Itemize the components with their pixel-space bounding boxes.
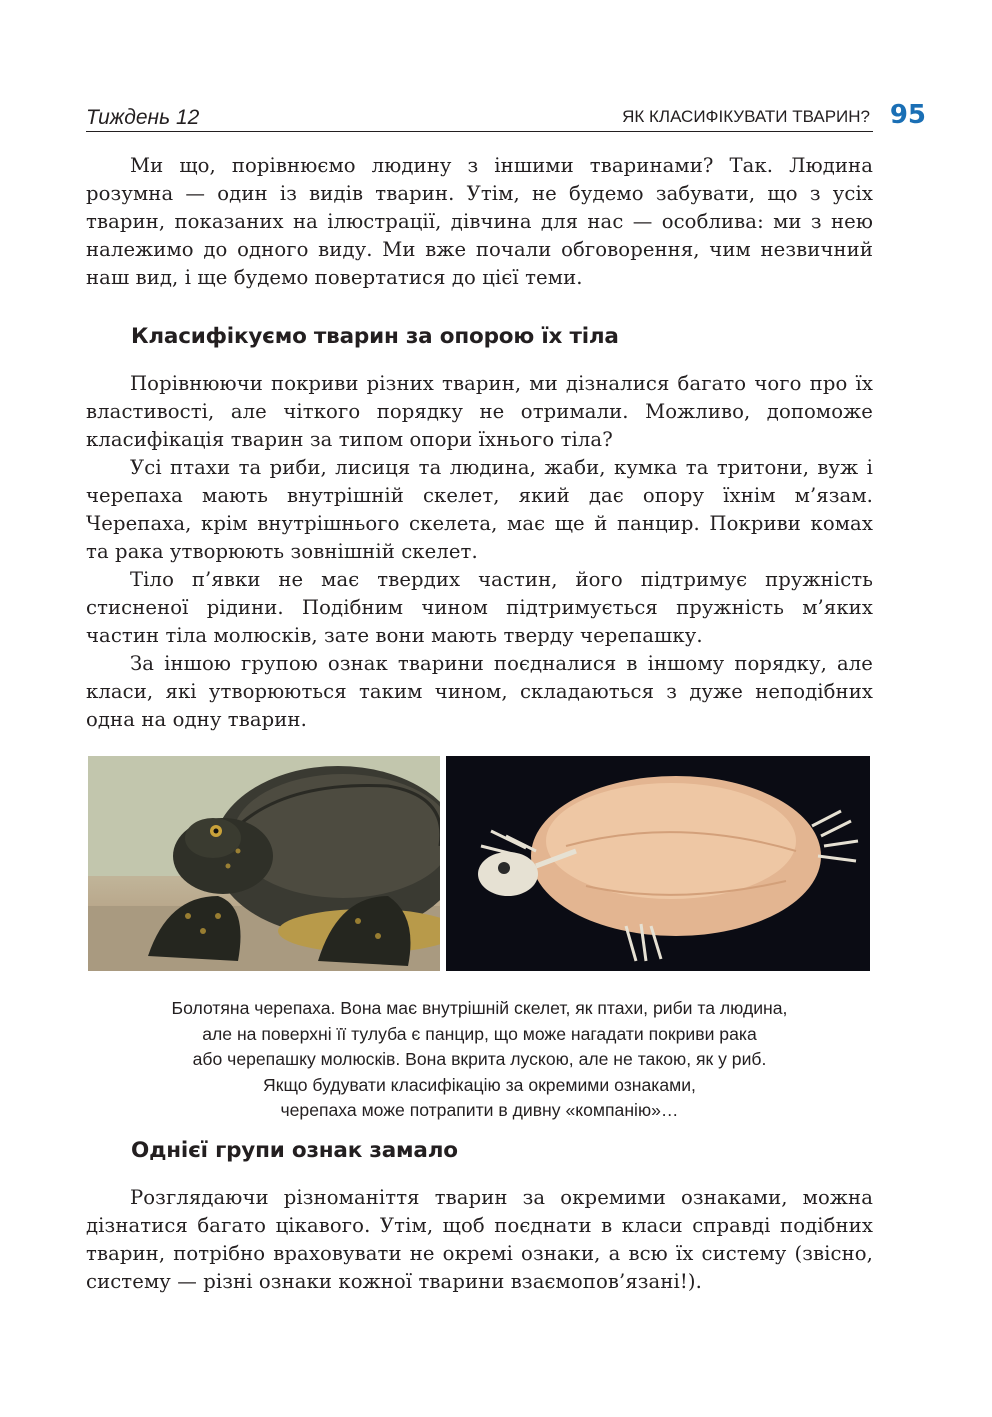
section1-paragraph-2: Усі птахи та риби, лисиця та людина, жаби, кумка та тритони, вуж і черепаха мають внутрішній скелет, який дає опору їхнім м’язам. Черепаха, крім внутрішнього скелета, має ще й панцир. Покриви комах та рака утворюють зовнішній скелет. — [86, 456, 873, 563]
section1-paragraph-1: Порівнюючи покриви різних тварин, ми дізналися багато чого про їх властивості, але чіткого порядку не отримали. Можливо, допоможе класифікація тварин за типом опори їхнього тіла? — [86, 372, 873, 451]
week-label: Тиждень 12 — [86, 106, 200, 129]
section-title: ЯК КЛАСИФІКУВАТИ ТВАРИН? — [622, 107, 870, 126]
section1-body — [86, 370, 873, 734]
turtle-illustration — [88, 756, 440, 971]
section1-heading: Класифікуємо тварин за опорою їх тіла — [131, 324, 619, 349]
section2-heading: Однієї групи ознак замало — [131, 1138, 458, 1163]
figure-caption — [86, 996, 873, 1124]
section2-paragraph: Розглядаючи різноманіття тварин за окремими ознаками, можна дізнатися багато цікавого. Утім, щоб поєднати в класи справді подібних тварин, потрібно враховувати не окремі ознаки, а всю їх систему (звісно, систему — різні ознаки кожної тварини взаємопов’язані!). — [86, 1186, 873, 1293]
turtle-photo — [88, 756, 440, 971]
section1-paragraph-3: Тіло п’явки не має твердих частин, його підтримує пружність стисненої рідини. Подібним чином підтримується пружність м’яких частин тіла молюсків, зате вони мають тверду черепашку. — [86, 568, 873, 647]
caption-line: Болотяна черепаха. Вона має внутрішній скелет, як птахи, риби та людина, — [171, 998, 788, 1018]
section2-body — [86, 1184, 873, 1296]
page-header — [86, 100, 926, 134]
turtle-figure — [88, 756, 870, 971]
caption-line: Якщо будувати класифікацію за окремими ознаками, — [263, 1074, 696, 1095]
intro-block — [86, 152, 873, 292]
caption-line: але на поверхні її тулуба є панцир, що може нагадати покриви рака — [202, 1023, 757, 1044]
header-rule — [86, 131, 873, 132]
turtle-skeleton-photo — [446, 756, 870, 971]
caption-line: або черепашку молюсків. Вона вкрита лускою, але не такою, як у риб. — [192, 1049, 767, 1069]
caption-line: черепаха може потрапити в дивну «компанію»… — [280, 1100, 679, 1120]
turtle-skeleton-illustration — [446, 756, 870, 971]
page-number: 95 — [889, 100, 926, 130]
intro-paragraph: Ми що, порівнюємо людину з іншими тваринами? Так. Людина розумна — один із видів тварин. Утім, не будемо забувати, що з усіх тварин, показаних на ілюстрації, дівчина для нас — особлива: ми з нею належимо до одного виду. Ми вже почали обговорення, чим незвичний наш вид, і ще будемо повертатися до цієї теми. — [86, 154, 873, 289]
section1-paragraph-4: За іншою групою ознак тварини поєдналися в іншому порядку, але класи, які утворюються таким чином, складаються з дуже неподібних одна на одну тварин. — [86, 652, 873, 731]
